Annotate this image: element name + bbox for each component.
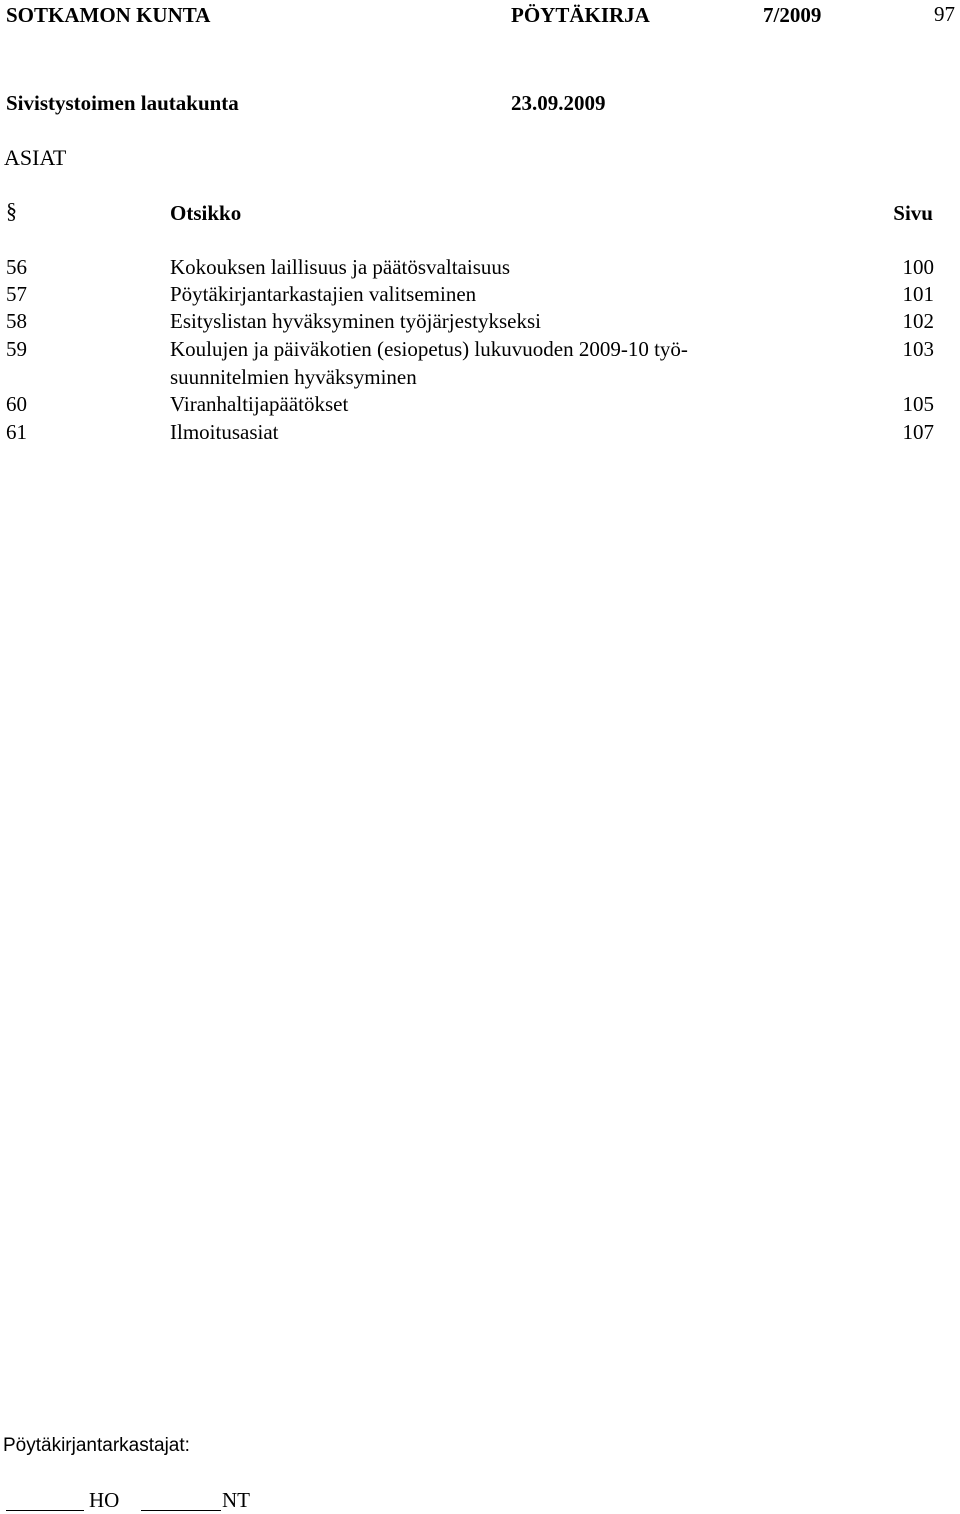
row-title: Pöytäkirjantarkastajien valitseminen [170, 282, 477, 306]
row-number: 60 [6, 392, 27, 416]
row-title-continuation: suunnitelmien hyväksyminen [170, 365, 417, 389]
row-number: 61 [6, 420, 27, 444]
column-header-title: Otsikko [170, 201, 242, 225]
initials-1: HO [89, 1488, 120, 1512]
row-title: Koulujen ja päiväkotien (esiopetus) lukuvuoden 2009-10 työ- [170, 337, 688, 361]
page-number: 97 [934, 2, 955, 26]
row-page: 100 [902, 255, 934, 279]
row-number: 59 [6, 337, 27, 361]
section-title: ASIAT [4, 145, 67, 170]
row-title: Esityslistan hyväksyminen työjärjestykseksi [170, 309, 541, 333]
row-title: Kokouksen laillisuus ja päätösvaltaisuus [170, 255, 511, 279]
signature-line-2 [141, 1510, 221, 1511]
document-type: PÖYTÄKIRJA [511, 3, 650, 27]
row-number: 56 [6, 255, 27, 279]
row-number: 58 [6, 309, 27, 333]
row-page: 101 [902, 282, 934, 306]
signature-line-1 [6, 1510, 84, 1511]
footer-label: Pöytäkirjantarkastajat: [3, 1435, 190, 1456]
column-header-page: Sivu [893, 201, 933, 225]
row-page: 103 [902, 337, 934, 361]
row-page: 105 [902, 392, 934, 416]
row-title: Viranhaltijapäätökset [170, 392, 349, 416]
section-symbol-icon: § [6, 198, 17, 223]
row-page: 102 [902, 309, 934, 333]
document-number: 7/2009 [763, 3, 822, 27]
initials-2: NT [222, 1488, 250, 1512]
row-page: 107 [902, 420, 934, 444]
row-title: Ilmoitusasiat [170, 420, 279, 444]
board-name: Sivistystoimen lautakunta [6, 91, 239, 115]
meeting-date: 23.09.2009 [511, 91, 606, 115]
row-number: 57 [6, 282, 27, 306]
org-name: SOTKAMON KUNTA [6, 3, 211, 27]
